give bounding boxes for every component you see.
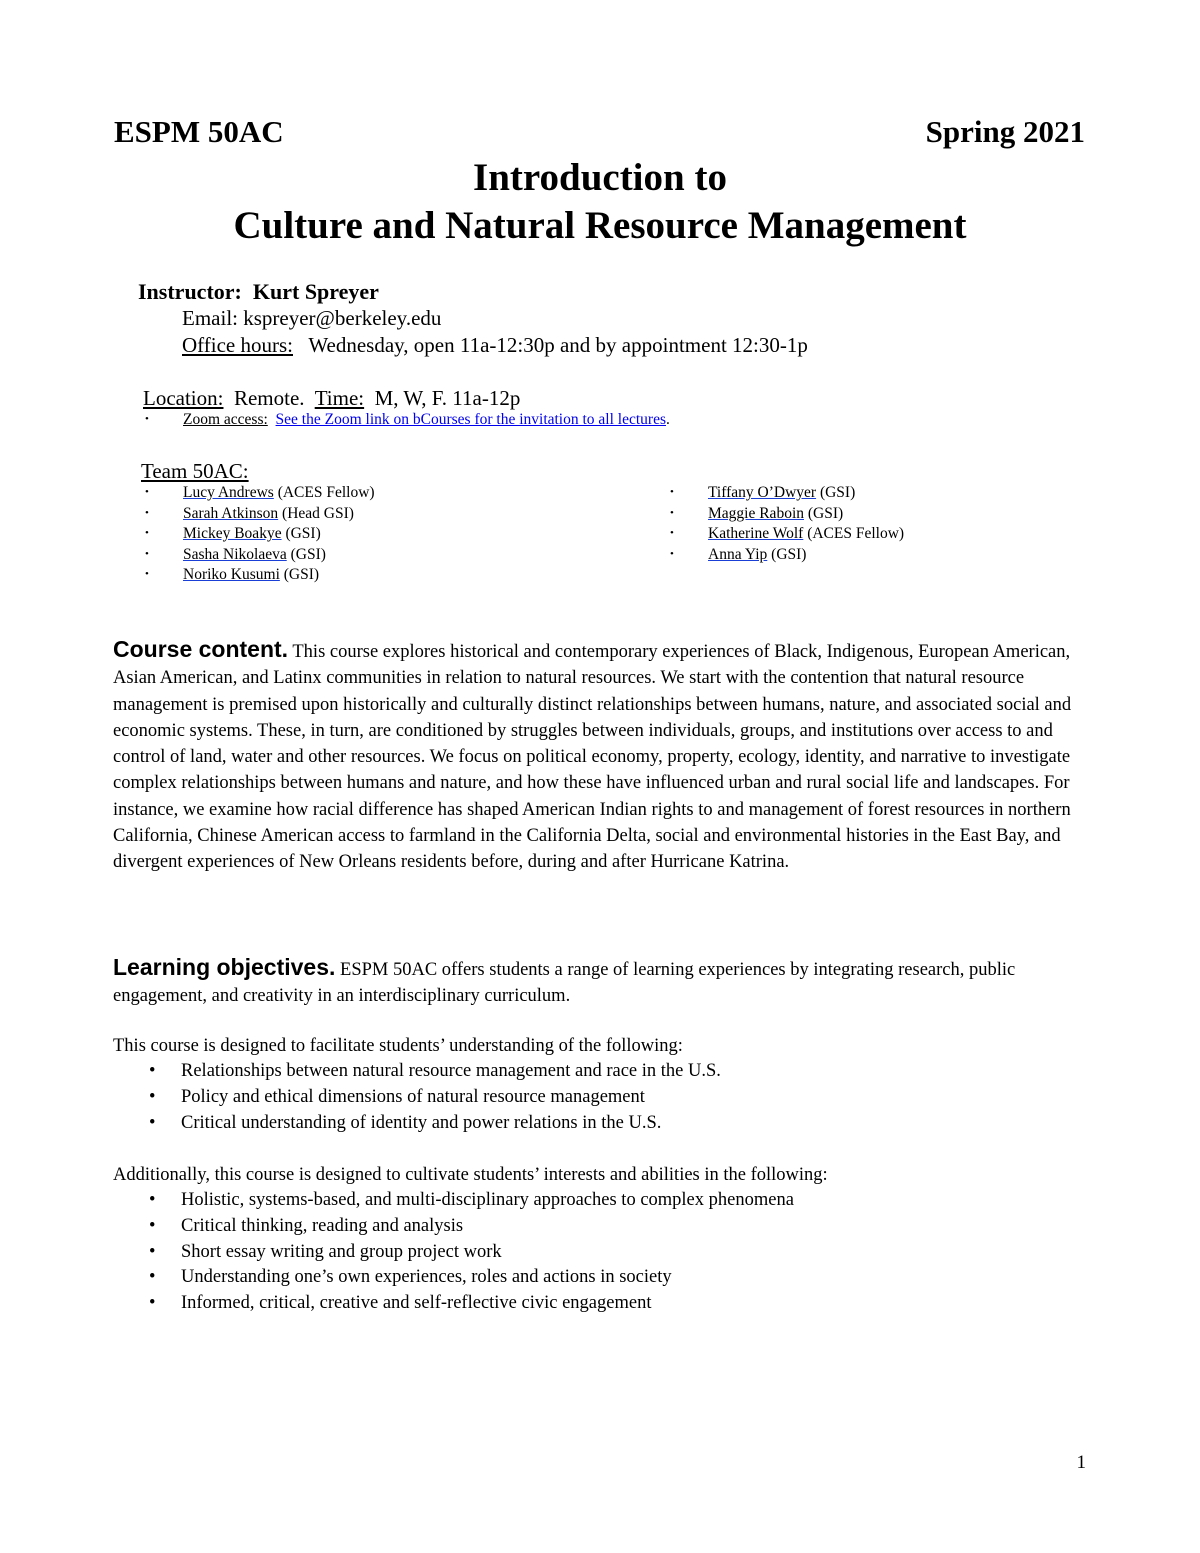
bullet-icon: •	[145, 413, 149, 425]
instructor-line	[138, 279, 379, 305]
location-value: Remote.	[233, 386, 305, 410]
list-item	[149, 1242, 794, 1268]
bullet-icon: •	[670, 486, 674, 498]
learning-objectives-section	[113, 954, 1073, 1010]
bullet-icon: •	[670, 506, 674, 519]
list-item	[149, 1061, 721, 1087]
email-address[interactable]: kspreyer@berkeley.edu	[243, 306, 442, 330]
team-member-name[interactable]: Katherine Wolf	[708, 525, 804, 542]
team-member-name[interactable]: Mickey Boakye	[183, 525, 282, 542]
office-hours-line	[182, 333, 808, 358]
bullet-icon: •	[145, 547, 149, 560]
bullet-icon: •	[149, 1112, 156, 1133]
list-item	[149, 1216, 794, 1242]
page-number: 1	[1076, 1452, 1086, 1473]
course-content-heading: Course content.	[113, 636, 289, 662]
team-member-name[interactable]: Noriko Kusumi	[183, 566, 280, 583]
course-code: ESPM 50AC	[114, 114, 284, 149]
team-member-role: (GSI)	[819, 484, 856, 501]
list-item-text: Short essay writing and group project work	[181, 1241, 502, 1262]
team-member-role: (ACES Fellow)	[277, 484, 375, 501]
list-item-text: Policy and ethical dimensions of natural resource management	[181, 1086, 645, 1107]
list-item	[149, 1113, 721, 1139]
team-member-role: (GSI)	[807, 504, 844, 522]
list-item-text: Holistic, systems-based, and multi-disciplinary approaches to complex phenomena	[181, 1190, 794, 1210]
team-member	[145, 566, 375, 587]
bullet-icon: •	[145, 568, 149, 580]
list-item	[149, 1267, 794, 1293]
team-member	[145, 484, 375, 505]
abilities-intro: Additionally, this course is designed to cultivate students’ interests and abilities in the following:	[113, 1165, 828, 1185]
bullet-icon: •	[149, 1293, 156, 1314]
course-content-body: This course explores historical and contemporary experiences of Black, Indigenous, European American, Asian American, and Latinx communities in relation to natural resources. We start with the contention that natural resource management is premised upon historically and culturally distinct relationships between humans, nature, and associated social and economic systems. These, in turn, are conditioned by struggles between individuals, groups, and institutions over access to and control of land, water and other resources. We focus on political economy, property, ecology, identity, and narrative to investigate complex relationships between humans and nature, and how these have influenced urban and rural social life and landscapes. For instance, we examine how racial difference has shaped American Indian rights to and management of forest resources in northern California, Chinese American access to farmland in the California Delta, social and environmental histories in the East Bay, and divergent experiences of New Orleans residents before, during and after Hurricane Katrina.	[113, 642, 1072, 873]
bullet-icon: •	[670, 527, 674, 539]
time-value: M, W, F. 11a-12p	[374, 386, 521, 410]
team-member	[670, 525, 904, 546]
bullet-icon: •	[670, 547, 674, 560]
bullet-icon: •	[145, 486, 149, 498]
list-item	[149, 1190, 794, 1216]
list-item-text: Understanding one’s own experiences, roles and actions in society	[181, 1267, 672, 1288]
team-member-role: (GSI)	[285, 525, 321, 542]
term: Spring 2021	[925, 114, 1085, 149]
team-member-role: (Head GSI)	[282, 504, 354, 522]
course-content-section	[113, 636, 1073, 876]
instructor-label: Instructor:	[138, 279, 242, 304]
team-member	[145, 525, 375, 546]
zoom-link[interactable]: See the Zoom link on bCourses for the invitation to all lectures	[275, 411, 666, 428]
team-member-role: (GSI)	[290, 545, 326, 563]
office-hours-label: Office hours:	[182, 333, 293, 357]
team-member-name[interactable]: Sarah Atkinson	[183, 504, 279, 522]
office-hours-value: Wednesday, open 11a-12:30p and by appointment 12:30-1p	[308, 333, 808, 357]
bullet-icon: •	[149, 1061, 156, 1081]
email-label: Email:	[182, 306, 238, 330]
team-member-role: (ACES Fellow)	[807, 525, 905, 542]
bullet-icon: •	[149, 1215, 156, 1236]
team-member-name[interactable]: Sasha Nikolaeva	[183, 545, 287, 563]
team-member	[145, 546, 375, 567]
team-list-left	[145, 484, 375, 587]
team-member	[670, 484, 904, 505]
team-member-name[interactable]: Lucy Andrews	[183, 484, 274, 501]
location-label: Location:	[143, 386, 224, 410]
instructor-name: Kurt Spreyer	[252, 279, 379, 304]
location-time-line	[143, 386, 520, 411]
title-line-1: Introduction to	[473, 156, 727, 199]
list-item	[149, 1087, 721, 1113]
team-list-right	[670, 484, 904, 566]
team-member	[670, 546, 904, 567]
team-member	[670, 505, 904, 526]
list-item-text: Relationships between natural resource management and race in the U.S.	[181, 1061, 721, 1081]
title-line-2: Culture and Natural Resource Management	[233, 204, 967, 247]
team-member-name[interactable]: Anna Yip	[708, 545, 768, 563]
list-item	[149, 1293, 794, 1319]
abilities-list	[149, 1190, 794, 1319]
bullet-icon: •	[149, 1086, 156, 1107]
zoom-label: Zoom access:	[183, 411, 268, 428]
team-member-role: (GSI)	[771, 545, 807, 563]
email-line	[182, 306, 441, 331]
team-member-name[interactable]: Maggie Raboin	[708, 504, 804, 522]
list-item-text: Critical thinking, reading and analysis	[181, 1215, 464, 1236]
zoom-suffix: .	[665, 411, 670, 428]
list-item-text: Critical understanding of identity and power relations in the U.S.	[181, 1112, 662, 1133]
learning-objectives-body: ESPM 50AC offers students a range of learning experiences by integrating research, public engagement, and creativity in an interdisciplinary curriculum.	[113, 960, 1016, 1007]
learning-objectives-heading: Learning objectives.	[113, 954, 336, 980]
bullet-icon: •	[145, 506, 149, 519]
understanding-list	[149, 1061, 721, 1138]
list-item-text: Informed, critical, creative and self-reflective civic engagement	[181, 1293, 652, 1314]
team-member-name[interactable]: Tiffany O’Dwyer	[708, 484, 817, 501]
bullet-icon: •	[149, 1241, 156, 1262]
team-label: Team 50AC:	[141, 459, 249, 483]
team-member	[145, 505, 375, 526]
zoom-access-line	[145, 411, 670, 429]
bullet-icon: •	[149, 1190, 156, 1210]
time-label: Time:	[314, 386, 365, 410]
bullet-icon: •	[149, 1267, 156, 1288]
understanding-intro: This course is designed to facilitate students’ understanding of the following:	[113, 1036, 683, 1056]
team-member-role: (GSI)	[283, 566, 320, 583]
bullet-icon: •	[145, 527, 149, 539]
